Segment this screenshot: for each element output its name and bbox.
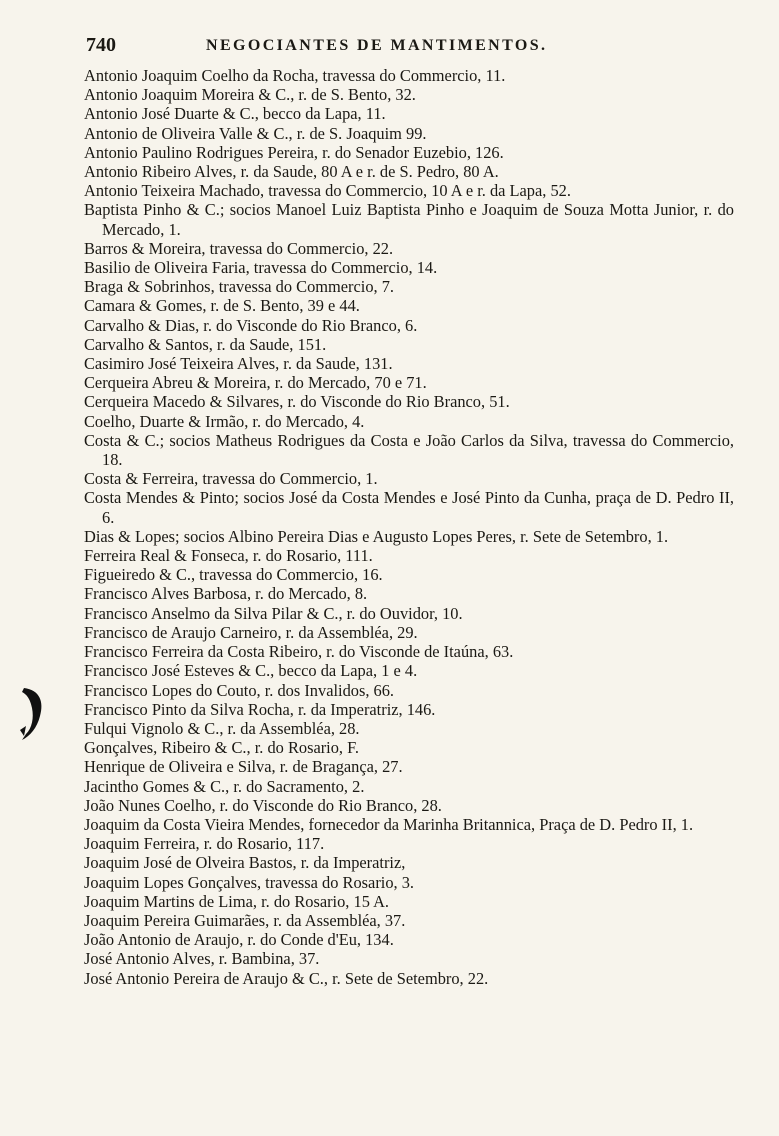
directory-entry: Joaquim Lopes Gonçalves, travessa do Rosario, 3. bbox=[84, 872, 415, 892]
directory-entry: Baptista Pinho & C.; socios Manoel Luiz Baptista Pinho e Joaquim de Souza Motta Junior, r. do Mercado, 1. bbox=[84, 200, 734, 239]
page-header bbox=[86, 34, 726, 60]
running-title: NEGOCIANTES DE MANTIMENTOS. bbox=[206, 37, 548, 54]
directory-entry: Joaquim da Costa Vieira Mendes, fornecedor da Marinha Britannica, Praça de D. Pedro II, 1. bbox=[84, 814, 694, 834]
directory-entry: Antonio José Duarte & C., becco da Lapa, 11. bbox=[84, 104, 386, 124]
margin-bracket-mark bbox=[18, 686, 50, 742]
directory-entry: João Nunes Coelho, r. do Visconde do Rio Branco, 28. bbox=[84, 795, 442, 815]
directory-entry: João Antonio de Araujo, r. do Conde d'Eu, 134. bbox=[84, 930, 394, 950]
directory-entry: Francisco Alves Barbosa, r. do Mercado, 8. bbox=[84, 584, 368, 604]
directory-entry: Francisco Ferreira da Costa Ribeiro, r. do Visconde de Itaúna, 63. bbox=[84, 642, 514, 662]
directory-entry: Gonçalves, Ribeiro & C., r. do Rosario, F. bbox=[84, 738, 360, 758]
directory-entry: Braga & Sobrinhos, travessa do Commercio, 7. bbox=[84, 277, 395, 297]
directory-entry: Cerqueira Macedo & Silvares, r. do Visconde do Rio Branco, 51. bbox=[84, 392, 510, 412]
directory-entry: Carvalho & Dias, r. do Visconde do Rio Branco, 6. bbox=[84, 315, 418, 335]
directory-entry: Francisco Pinto da Silva Rocha, r. da Imperatriz, 146. bbox=[84, 699, 436, 719]
directory-entry: Figueiredo & C., travessa do Commercio, 16. bbox=[84, 565, 383, 585]
directory-entry: José Antonio Alves, r. Bambina, 37. bbox=[84, 949, 320, 969]
directory-entry: Antonio Paulino Rodrigues Pereira, r. do Senador Euzebio, 126. bbox=[84, 142, 504, 162]
directory-entry: Coelho, Duarte & Irmão, r. do Mercado, 4. bbox=[84, 411, 365, 431]
directory-entry: Camara & Gomes, r. de S. Bento, 39 e 44. bbox=[84, 296, 360, 316]
directory-entry: Francisco Lopes do Couto, r. dos Invalidos, 66. bbox=[84, 680, 395, 700]
directory-entry: Joaquim Martins de Lima, r. do Rosario, 15 A. bbox=[84, 891, 390, 911]
directory-entry: Antonio Joaquim Coelho da Rocha, travessa do Commercio, 11. bbox=[84, 66, 506, 85]
directory-entry: Francisco de Araujo Carneiro, r. da Assembléa, 29. bbox=[84, 622, 418, 642]
directory-entry: Antonio Teixeira Machado, travessa do Commercio, 10 A e r. da Lapa, 52. bbox=[84, 181, 571, 201]
directory-entry: Antonio de Oliveira Valle & C., r. de S. Joaquim 99. bbox=[84, 123, 427, 143]
directory-entry: Casimiro José Teixeira Alves, r. da Saude, 131. bbox=[84, 354, 393, 374]
directory-entry: Antonio Joaquim Moreira & C., r. de S. Bento, 32. bbox=[84, 85, 416, 105]
directory-entry: José Antonio Pereira de Araujo & C., r. Sete de Setembro, 22. bbox=[84, 968, 489, 988]
directory-entry: Basilio de Oliveira Faria, travessa do Commercio, 14. bbox=[84, 258, 438, 278]
directory-entry: Joaquim José de Olveira Bastos, r. da Imperatriz, bbox=[84, 853, 406, 873]
directory-entry: Ferreira Real & Fonseca, r. do Rosario, 111. bbox=[84, 546, 373, 566]
merchant-directory-list bbox=[84, 66, 734, 988]
directory-entry: Henrique de Oliveira e Silva, r. de Bragança, 27. bbox=[84, 757, 403, 777]
directory-entry: Carvalho & Santos, r. da Saude, 151. bbox=[84, 334, 327, 354]
directory-entry: Costa & C.; socios Matheus Rodrigues da Costa e João Carlos da Silva, travessa do Commercio, 18. bbox=[84, 430, 734, 470]
directory-entry: Costa & Ferreira, travessa do Commercio, 1. bbox=[84, 469, 378, 489]
directory-entry: Antonio Ribeiro Alves, r. da Saude, 80 A e r. de S. Pedro, 80 A. bbox=[84, 162, 499, 182]
directory-entry: Francisco José Esteves & C., becco da Lapa, 1 e 4. bbox=[84, 661, 418, 681]
directory-entry: Joaquim Pereira Guimarães, r. da Assembléa, 37. bbox=[84, 910, 406, 930]
directory-entry: Dias & Lopes; socios Albino Pereira Dias e Augusto Lopes Peres, r. Sete de Setembro, 1. bbox=[84, 526, 669, 546]
directory-entry: Barros & Moreira, travessa do Commercio, 22. bbox=[84, 238, 394, 258]
directory-entry: Jacintho Gomes & C., r. do Sacramento, 2. bbox=[84, 776, 365, 796]
directory-entry: Francisco Anselmo da Silva Pilar & C., r. do Ouvidor, 10. bbox=[84, 603, 463, 623]
directory-entry: Cerqueira Abreu & Moreira, r. do Mercado, 70 e 71. bbox=[84, 373, 427, 393]
page-number: 740 bbox=[86, 34, 116, 56]
directory-entry: Joaquim Ferreira, r. do Rosario, 117. bbox=[84, 834, 325, 854]
directory-entry: Fulqui Vignolo & C., r. da Assembléa, 28. bbox=[84, 718, 360, 738]
directory-entry: Costa Mendes & Pinto; socios José da Costa Mendes e José Pinto da Cunha, praça de D. Pedro II, 6. bbox=[84, 488, 734, 527]
